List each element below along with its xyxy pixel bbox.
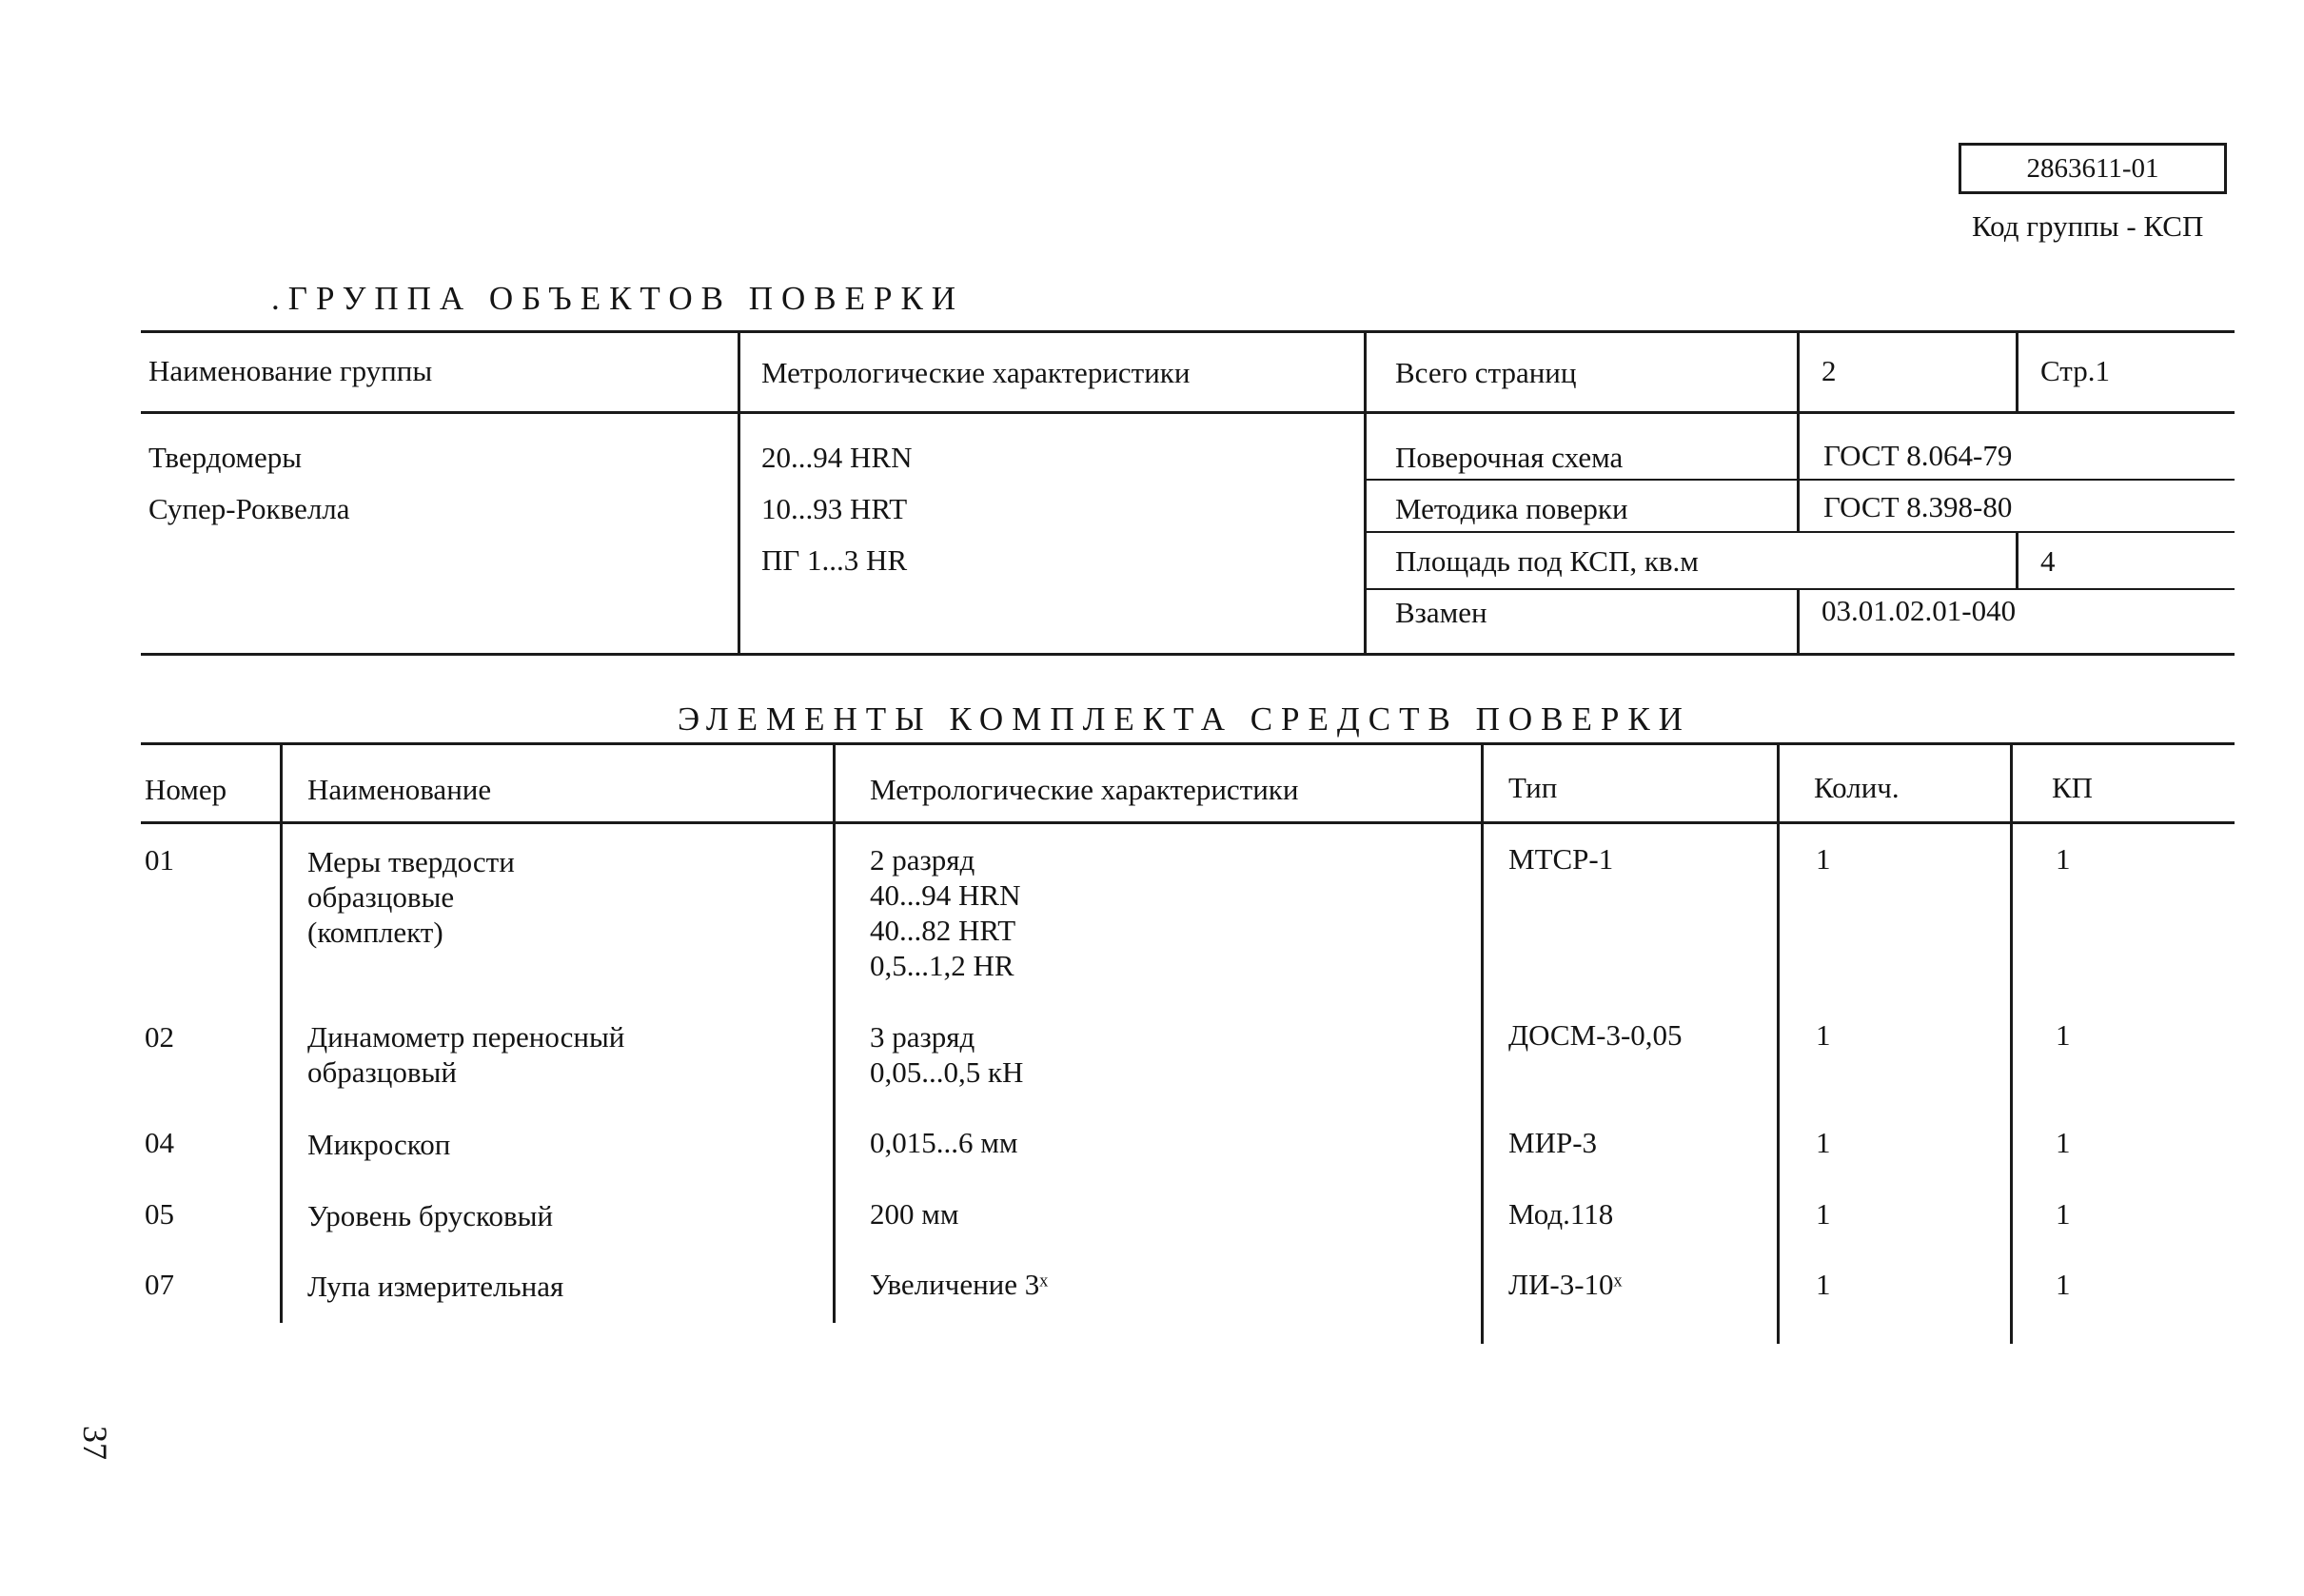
elements-col-divider-4 — [1777, 744, 1780, 1344]
elements-section-title: ЭЛЕМЕНТЫ КОМПЛЕКТА СРЕДСТВ ПОВЕРКИ — [678, 700, 1691, 738]
group-col-divider-2 — [1364, 332, 1367, 655]
row-02-type: ДОСМ-3-0,05 — [1508, 1018, 1683, 1052]
row-01-name — [307, 844, 515, 950]
row-04-metro: 0,015...6 мм — [870, 1126, 1018, 1159]
header-group-name: Наименование группы — [148, 354, 433, 387]
header-total-pages-label: Всего страниц — [1395, 356, 1577, 389]
group-metro-line-1: 20...94 HRN — [761, 441, 913, 474]
row-07-metro: Увеличение 3ˣ — [870, 1268, 1049, 1301]
elements-header-number: Номер — [145, 773, 227, 806]
row-01-qty: 1 — [1816, 842, 1831, 876]
header-metrological: Метрологические характеристики — [761, 356, 1191, 389]
elements-col-divider-5 — [2010, 744, 2013, 1344]
row-02-number: 02 — [145, 1020, 174, 1054]
elements-header-kp: КП — [2052, 771, 2094, 804]
elements-header-name: Наименование — [307, 773, 492, 806]
elements-col-divider-2 — [833, 744, 836, 1323]
row-01-kp: 1 — [2056, 842, 2071, 876]
row-05-name: Уровень брусковый — [307, 1199, 554, 1232]
detail-value-verification-scheme: ГОСТ 8.064-79 — [1823, 439, 2013, 472]
row-02-metro — [870, 1019, 1023, 1090]
group-table-top-rule — [141, 330, 2235, 333]
row-04-type: МИР-3 — [1508, 1126, 1598, 1159]
elements-col-divider-1 — [280, 744, 283, 1323]
detail-label-replaces: Взамен — [1395, 596, 1487, 629]
elements-header-type: Тип — [1508, 771, 1558, 804]
row-04-number: 04 — [145, 1126, 174, 1159]
elements-header-qty: Колич. — [1814, 771, 1900, 804]
detail-label-area: Площадь под КСП, кв.м — [1395, 544, 1699, 578]
group-metro-line-2: 10...93 HRT — [761, 492, 908, 525]
row-02-name — [307, 1019, 624, 1090]
group-code-label: Код группы - КСП — [1972, 209, 2204, 243]
group-name-line-2: Супер-Роквелла — [148, 492, 350, 525]
detail-label-verification-scheme: Поверочная схема — [1395, 441, 1624, 474]
document-code: 2863611-01 — [1959, 143, 2227, 194]
row-07-type: ЛИ-3-10ˣ — [1508, 1268, 1623, 1301]
row-05-metro: 200 мм — [870, 1197, 959, 1231]
group-col-divider-1 — [738, 332, 740, 655]
details-divider-b — [2016, 532, 2018, 590]
detail-value-replaces: 03.01.02.01-040 — [1822, 594, 2017, 627]
details-divider-c — [1797, 589, 1800, 655]
row-01-name-line-3: (комплект) — [307, 916, 443, 949]
header-page-label: Стр.1 — [2040, 354, 2110, 387]
row-04-qty: 1 — [1816, 1126, 1831, 1159]
row-07-qty: 1 — [1816, 1268, 1831, 1301]
row-01-name-line-2: образцовые — [307, 880, 455, 914]
row-07-number: 07 — [145, 1268, 174, 1301]
row-02-name-line-1: Динамометр переносный — [307, 1020, 625, 1054]
row-01-metro-line-2: 40...94 HRN — [870, 878, 1021, 912]
row-01-type: МТСР-1 — [1508, 842, 1614, 876]
row-04-name: Микроскоп — [307, 1128, 451, 1161]
row-02-kp: 1 — [2056, 1018, 2071, 1052]
row-02-qty: 1 — [1816, 1018, 1831, 1052]
details-divider-a — [1797, 413, 1800, 533]
row-02-metro-line-2: 0,05...0,5 кН — [870, 1055, 1024, 1089]
group-table-bottom-rule — [141, 653, 2235, 656]
row-02-metro-line-1: 3 разряд — [870, 1020, 975, 1054]
group-metro-line-3: ПГ 1...3 HR — [761, 543, 908, 577]
elements-col-divider-3 — [1481, 744, 1484, 1344]
row-05-kp: 1 — [2056, 1197, 2071, 1231]
row-04-kp: 1 — [2056, 1126, 2071, 1159]
row-01-metro-line-4: 0,5...1,2 HR — [870, 949, 1014, 982]
row-01-metro — [870, 842, 1020, 983]
row-01-metro-line-3: 40...82 HRT — [870, 914, 1016, 947]
row-02-name-line-2: образцовый — [307, 1055, 457, 1089]
group-name-line-1: Твердомеры — [148, 441, 303, 474]
detail-value-method: ГОСТ 8.398-80 — [1823, 490, 2013, 523]
row-05-type: Мод.118 — [1508, 1197, 1614, 1231]
elements-table-header-rule — [141, 821, 2235, 824]
group-header-divider-4 — [2016, 332, 2018, 413]
detail-value-area: 4 — [2040, 544, 2056, 578]
group-table-header-rule — [141, 411, 2235, 414]
row-01-number: 01 — [145, 843, 174, 877]
row-07-name: Лупа измерительная — [307, 1270, 564, 1303]
row-07-kp: 1 — [2056, 1268, 2071, 1301]
group-section-title: .ГРУППА ОБЪЕКТОВ ПОВЕРКИ — [271, 280, 965, 317]
row-01-metro-line-1: 2 разряд — [870, 843, 975, 877]
header-total-pages-value: 2 — [1822, 354, 1837, 387]
elements-header-metrological: Метрологические характеристики — [870, 773, 1299, 806]
page-number: 37 — [76, 1426, 114, 1460]
detail-label-method: Методика поверки — [1395, 492, 1628, 525]
row-05-number: 05 — [145, 1197, 174, 1231]
elements-table-top-rule — [141, 742, 2235, 745]
row-05-qty: 1 — [1816, 1197, 1831, 1231]
row-01-name-line-1: Меры твердости — [307, 845, 515, 878]
group-header-divider-3 — [1797, 332, 1800, 413]
